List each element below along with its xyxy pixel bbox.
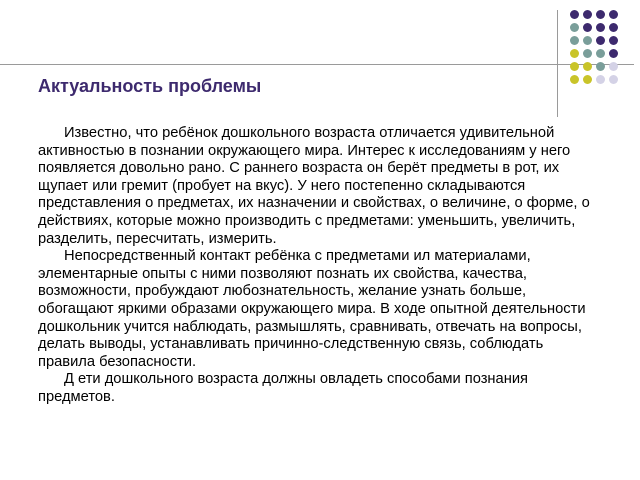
decorative-dot	[583, 23, 592, 32]
decorative-horizontal-line	[0, 64, 634, 65]
body-paragraph: Известно, что ребёнок дошкольного возраста отличается удивительной активностью в познании окружающего мира. Интерес к исследованиям у него появляется довольно рано. С раннего возраста он берёт предметы в рот, их щупает или гремит (пробует на вкус). У него постепенно складываются представления о предметах, их назначении и свойствах, о величине, о форме, о действиях, которые можно производить с предметами: уменьшить, увеличить, разделить, пересчитать, измерить.	[38, 125, 590, 247]
slide-body	[38, 125, 604, 407]
decorative-dot	[596, 23, 605, 32]
decorative-dot	[609, 36, 618, 45]
decorative-dot	[583, 75, 592, 84]
decorative-dot	[570, 36, 579, 45]
decorative-dot-grid	[570, 10, 640, 90]
decorative-dot	[570, 49, 579, 58]
decorative-dot	[609, 75, 618, 84]
decorative-dot	[596, 10, 605, 19]
decorative-dot	[570, 10, 579, 19]
decorative-dot	[570, 62, 579, 71]
decorative-dot	[596, 36, 605, 45]
decorative-dot	[583, 62, 592, 71]
decorative-dot	[570, 75, 579, 84]
decorative-dot	[596, 49, 605, 58]
decorative-dot	[583, 10, 592, 19]
decorative-dot	[583, 49, 592, 58]
decorative-dot	[609, 23, 618, 32]
decorative-dot	[583, 36, 592, 45]
decorative-dot	[609, 62, 618, 71]
decorative-dot	[596, 62, 605, 71]
body-paragraph: Непосредственный контакт ребёнка с предметами ил материалами, элементарные опыты с ними позволяют познать их свойства, качества, возможности, пробуждают любознательность, желание узнать больше, обогащают яркими образами окружающего мира. В ходе опытной деятельности дошкольник учится наблюдать, размышлять, сравнивать, отвечать на вопросы, делать выводы, устанавливать причинно-следственную связь, соблюдать правила безопасности.	[38, 248, 586, 370]
decorative-dot	[609, 10, 618, 19]
body-paragraph: Д ети дошкольного возраста должны овладеть способами познания предметов.	[38, 371, 528, 405]
decorative-dot	[609, 49, 618, 58]
decorative-dot	[570, 23, 579, 32]
decorative-dot	[596, 75, 605, 84]
slide-title: Актуальность проблемы	[38, 76, 262, 96]
